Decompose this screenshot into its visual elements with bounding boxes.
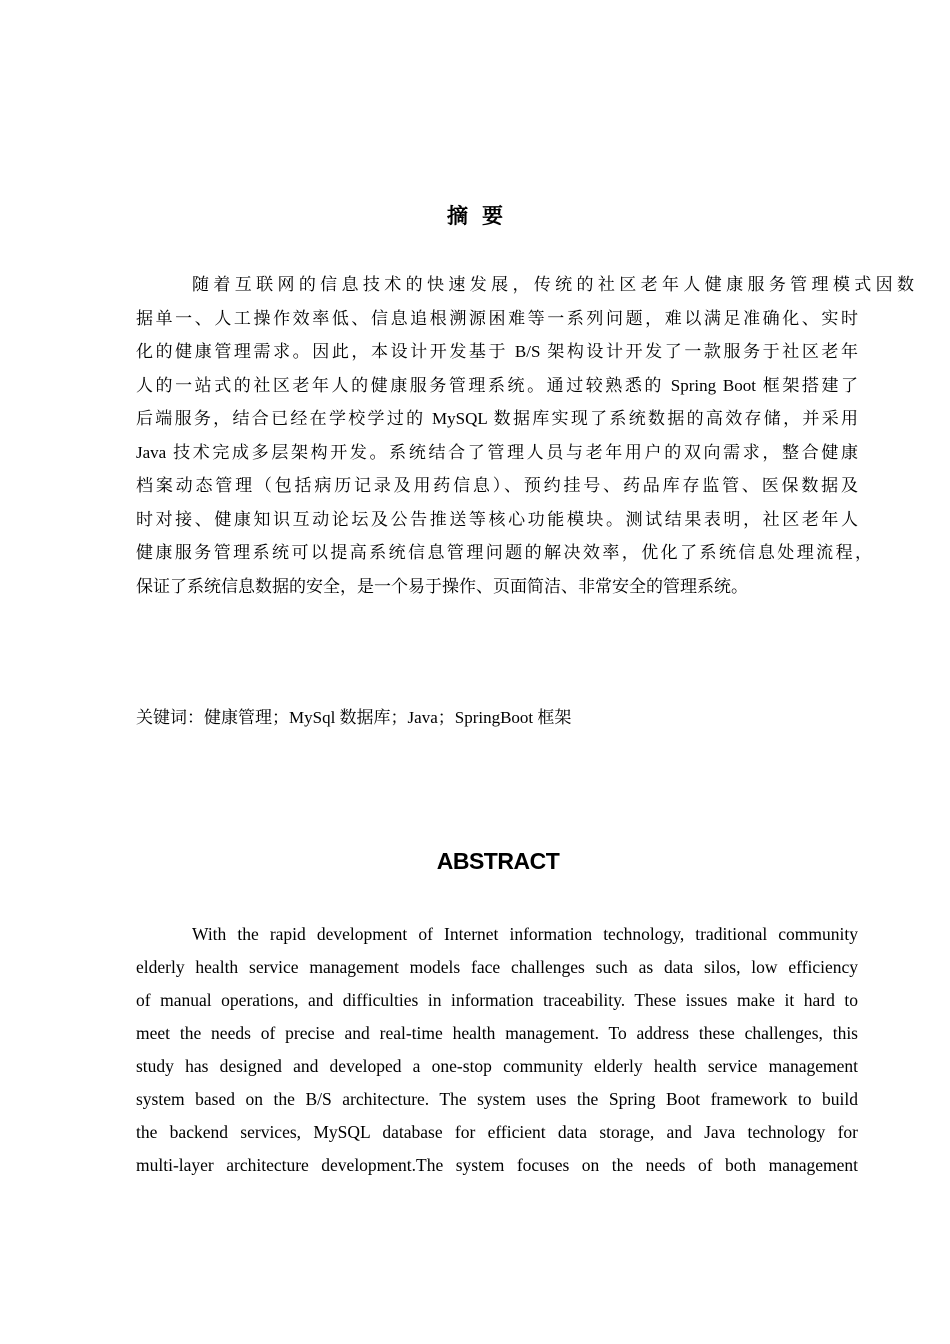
paragraph-line: 后端服务，结合已经在学校学过的 MySQL 数据库实现了系统数据的高效存储，并采用 — [136, 409, 858, 428]
paragraph-line: 时对接、健康知识互动论坛及公告推送等核心功能模块。测试结果表明，社区老年人 — [136, 509, 858, 529]
paragraph-line: 档案动态管理（包括病历记录及用药信息）、预约挂号、药品库存监管、医保数据及 — [136, 476, 858, 495]
keywords-label: 关键词： — [136, 708, 204, 727]
paragraph-line: With the rapid development of Internet information technology, traditional community — [192, 924, 858, 944]
paragraph-line: of manual operations, and difficulties in information traceability. These issues make it hard to — [136, 990, 858, 1010]
paragraph-line: system based on the B/S architecture. The system uses the Spring Boot framework to build — [136, 1089, 858, 1109]
paragraph-line: 健康服务管理系统可以提高系统信息管理问题的解决效率，优化了系统信息处理流程， — [136, 543, 872, 562]
paragraph-line: 据单一、人工操作效率低、信息追根溯源困难等一系列问题，难以满足准确化、实时 — [136, 308, 858, 328]
abstract-cn-title: 摘要 — [447, 204, 517, 228]
abstract-cn-body — [136, 268, 914, 603]
paragraph-line: study has designed and developed a one-stop community elderly health service management — [136, 1056, 858, 1076]
paragraph-line: 保证了系统信息数据的安全，是一个易于操作、页面简洁、非常安全的管理系统。 — [136, 576, 748, 596]
paragraph-line: 人的一站式的社区老年人的健康服务管理系统。通过较熟悉的 Spring Boot 框架搭建了 — [136, 375, 858, 395]
paragraph-line: the backend services, MySQL database for efficient data storage, and Java technology for — [136, 1122, 858, 1142]
abstract-en-body — [136, 918, 858, 1182]
keywords — [136, 705, 571, 731]
paragraph-line: 随着互联网的信息技术的快速发展，传统的社区老年人健康服务管理模式因数 — [192, 275, 914, 294]
paragraph-line: elderly health service management models face challenges such as data silos, low efficiency — [136, 957, 858, 977]
paragraph-line: 化的健康管理需求。因此，本设计开发基于 B/S 架构设计开发了一款服务于社区老年 — [136, 342, 858, 361]
abstract-en-title: ABSTRACT — [436, 848, 560, 874]
paragraph-line: Java 技术完成多层架构开发。系统结合了管理人员与老年用户的双向需求，整合健康 — [136, 442, 858, 462]
keywords-text: 健康管理；MySql 数据库；Java；SpringBoot 框架 — [204, 708, 572, 727]
paragraph-line: multi-layer architecture development.The system focuses on the needs of both management — [136, 1155, 858, 1175]
paragraph-line: meet the needs of precise and real-time health management. To address these challenges, this — [136, 1023, 858, 1043]
